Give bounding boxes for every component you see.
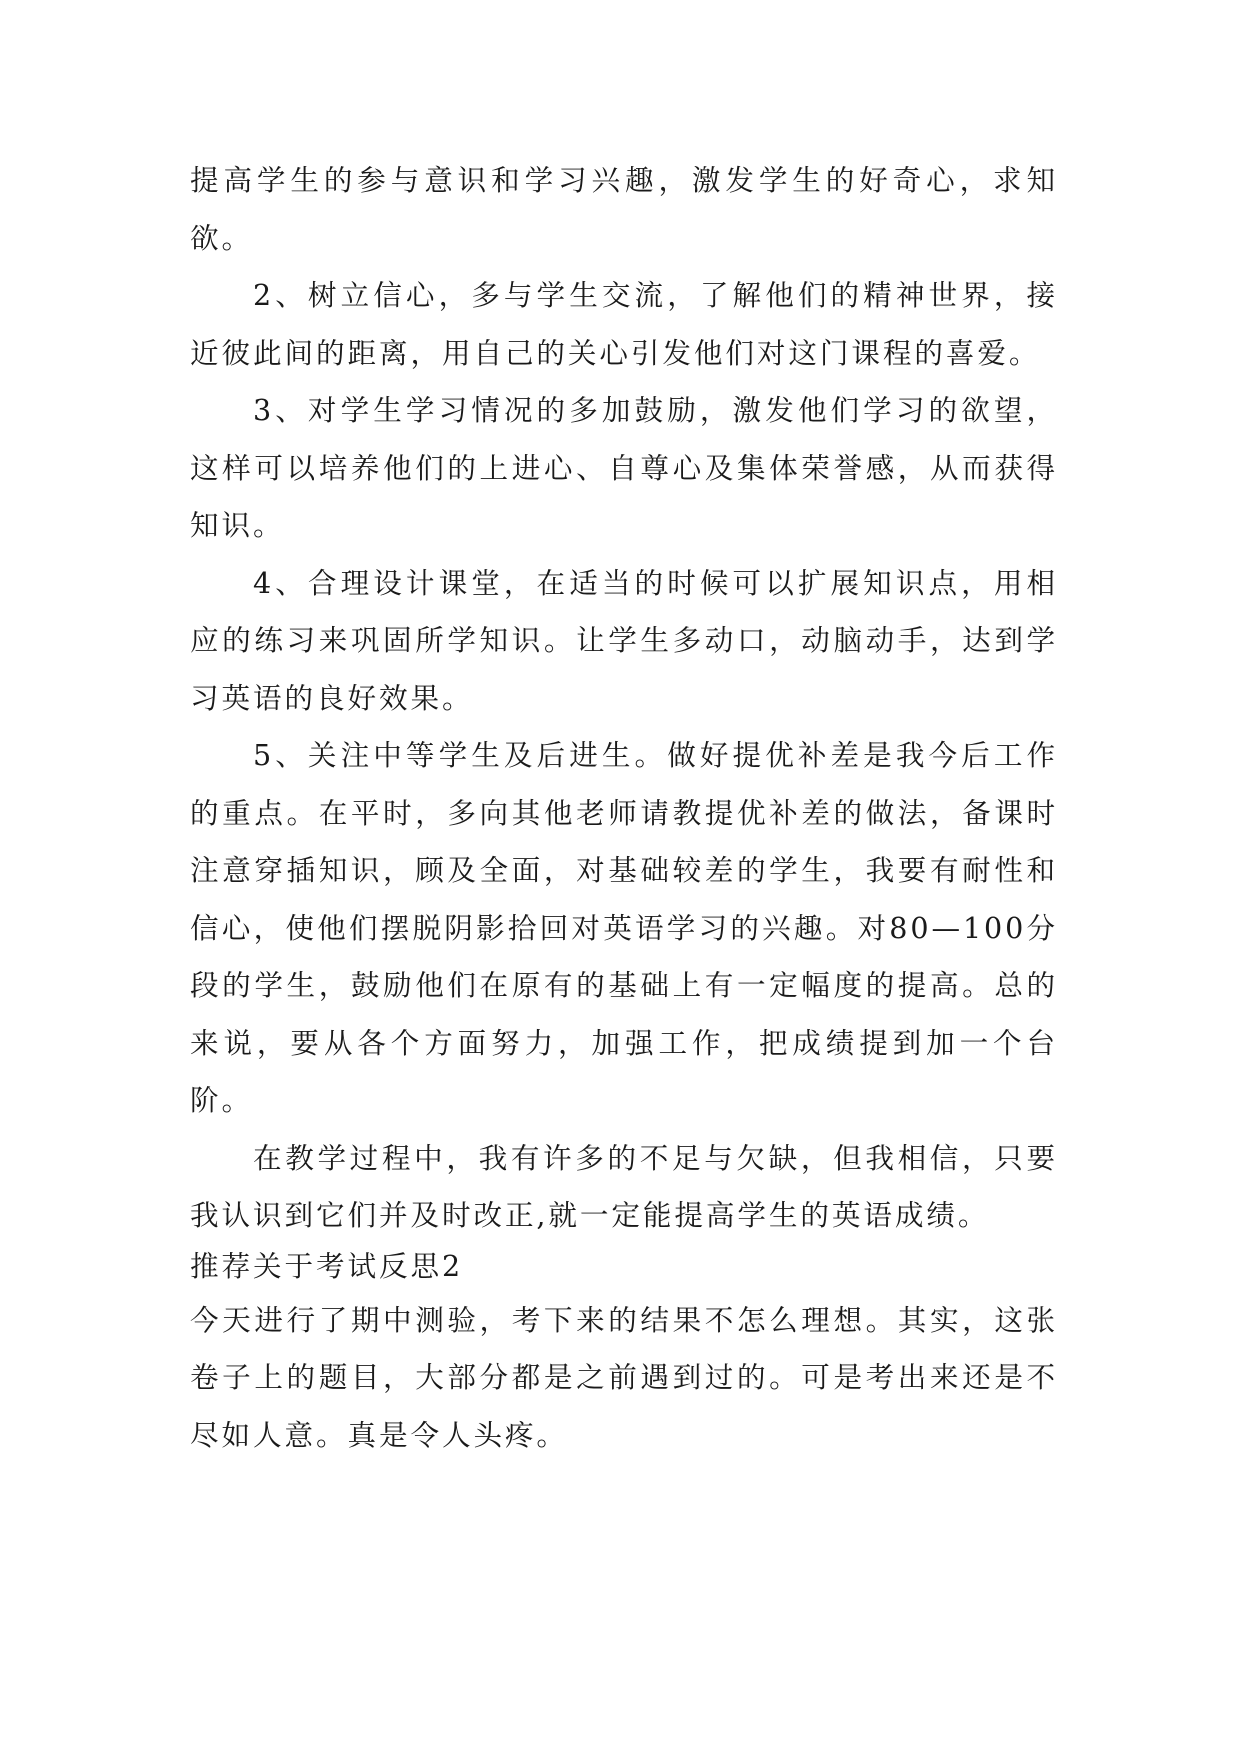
paragraph-conclusion: 在教学过程中，我有许多的不足与欠缺，但我相信，只要我认识到它们并及时改正,就一定能提高学生的英语成绩。 <box>190 1140 1058 1232</box>
paragraph-continuation: 提高学生的参与意识和学习兴趣，激发学生的好奇心，求知欲。 <box>190 163 1058 255</box>
paragraph-item-3: 3、对学生学习情况的多加鼓励，激发他们学习的欲望，这样可以培养他们的上进心、自尊心及集体荣誉感，从而获得知识。 <box>190 393 1058 542</box>
section-heading: 推荐关于考试反思2 <box>190 1248 464 1283</box>
paragraph-item-5: 5、关注中等学生及后进生。做好提优补差是我今后工作的重点。在平时，多向其他老师请教提优补差的做法，备课时注意穿插知识，顾及全面，对基础较差的学生，我要有耐性和信心，使他们摆脱阴影拾回对英语学习的兴趣。对80—100分段的学生，鼓励他们在原有的基础上有一定幅度的提高。总的来说，要从各个方面努力，加强工作，把成绩提到加一个台阶。 <box>190 738 1058 1117</box>
paragraph-item-4: 4、合理设计课堂，在适当的时候可以扩展知识点，用相应的练习来巩固所学知识。让学生多动口，动脑动手，达到学习英语的良好效果。 <box>190 565 1058 715</box>
document-body <box>190 152 1058 1464</box>
paragraph-item-2: 2、树立信心，多与学生交流，了解他们的精神世界，接近彼此间的距离，用自己的关心引发他们对这门课程的喜爱。 <box>190 278 1058 370</box>
section-paragraph: 今天进行了期中测验，考下来的结果不怎么理想。其实，这张卷子上的题目，大部分都是之前遇到过的。可是考出来还是不尽如人意。真是令人头疼。 <box>190 1302 1058 1452</box>
